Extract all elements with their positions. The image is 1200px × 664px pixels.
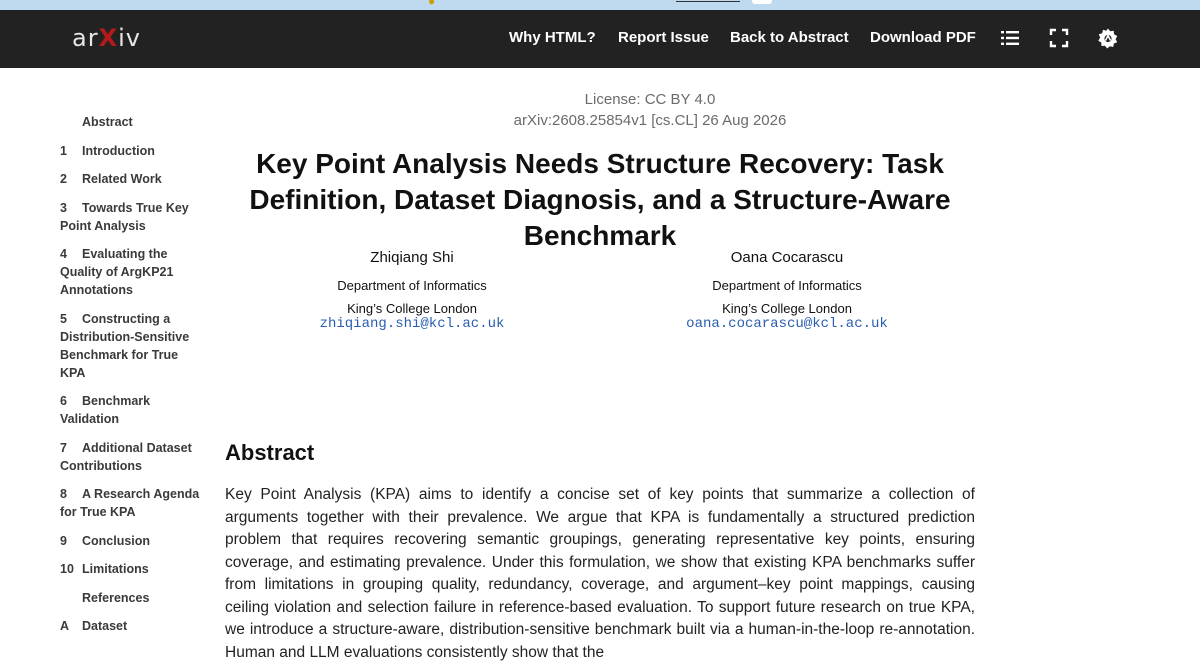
- toc-item-references[interactable]: References: [82, 590, 150, 605]
- paper-title: Key Point Analysis Needs Structure Recovery: Task Definition, Dataset Diagnosis, and a Structure-Aware Benchmark: [249, 148, 951, 251]
- toc-item-introduction[interactable]: 1 Introduction: [60, 143, 155, 158]
- toc-item-appendix-dataset[interactable]: A Dataset: [60, 619, 128, 633]
- arxiv-id-line: arXiv:2608.25854v1 [cs.CL] 26 Aug 2026: [513, 112, 787, 129]
- back-to-abstract-link[interactable]: Back to Abstract: [730, 29, 849, 46]
- author-name: Oana Cocarascu: [730, 249, 844, 266]
- table-of-contents: [60, 113, 205, 646]
- top-navbar: [0, 10, 1200, 68]
- toc-item-abstract[interactable]: Abstract: [82, 115, 133, 129]
- banner-chip: [752, 0, 772, 4]
- author-email[interactable]: zhiqiang.shi@kcl.ac.uk: [319, 316, 505, 332]
- list-icon[interactable]: [998, 26, 1022, 50]
- toc-item-towards-true-kpa[interactable]: 3 Towards True Key Point Analysis: [60, 200, 189, 233]
- toc-item-related-work[interactable]: 2 Related Work: [60, 172, 162, 186]
- author-institution: King’s College London: [722, 301, 852, 316]
- abstract-heading: Abstract: [225, 440, 315, 465]
- toc-item-conclusion[interactable]: 9 Conclusion: [60, 533, 151, 548]
- abstract-text: Key Point Analysis (KPA) aims to identify a concise set of key points that summarize a collection of arguments together with their prevalence. We argue that KPA is fundamentally a structured prediction problem that requires recovering semantic groupings, generating representative key points, ensuring coverage, and estimating prevalence. Under this formulation, we show that existing KPA benchmarks suffer from limitations in grouping quality, redundancy, coverage, and argument–key point mappings, causing ceiling violation and selection failure in reference-based evaluation. To support future research on true KPA, we introduce a structure-aware, distribution-sensitive benchmark built via a human-in-the-loop re-annotation. Human and LLM evaluations consistently show that the: [225, 486, 975, 661]
- author-email[interactable]: oana.cocarascu@kcl.ac.uk: [686, 316, 888, 332]
- toc-item-benchmark-validation[interactable]: 6 Benchmark Validation: [60, 394, 151, 426]
- why-html-link[interactable]: Why HTML?: [509, 29, 596, 46]
- author-institution: King’s College London: [347, 301, 477, 316]
- toc-item-limitations[interactable]: 10 Limitations: [60, 562, 149, 576]
- license-line: License: CC BY 4.0: [584, 91, 716, 108]
- arxiv-logo[interactable]: arXiv: [72, 24, 141, 52]
- toc-item-evaluating-argkp21[interactable]: 4 Evaluating the Quality of ArgKP21 Annotations: [60, 247, 174, 297]
- author-name: Zhiqiang Shi: [370, 249, 454, 266]
- author-department: Department of Informatics: [337, 278, 487, 293]
- toc-item-research-agenda[interactable]: 8 A Research Agenda for True KPA: [60, 487, 200, 519]
- toc-item-constructing-benchmark[interactable]: 5 Constructing a Distribution-Sensitive Benchmark for True KPA: [60, 311, 190, 380]
- banner-link-underline: [676, 1, 740, 2]
- banner-icon: ●: [428, 0, 436, 8]
- download-pdf-link[interactable]: Download PDF: [870, 29, 976, 46]
- browser-banner-strip: [0, 0, 1200, 10]
- fullscreen-icon[interactable]: [1047, 26, 1071, 50]
- settings-icon[interactable]: [1096, 26, 1120, 50]
- toc-item-additional-dataset[interactable]: 7 Additional Dataset Contributions: [60, 440, 192, 473]
- author-block: [637, 249, 937, 332]
- author-department: Department of Informatics: [712, 278, 862, 293]
- author-block: [262, 249, 562, 332]
- report-issue-link[interactable]: Report Issue: [618, 29, 709, 46]
